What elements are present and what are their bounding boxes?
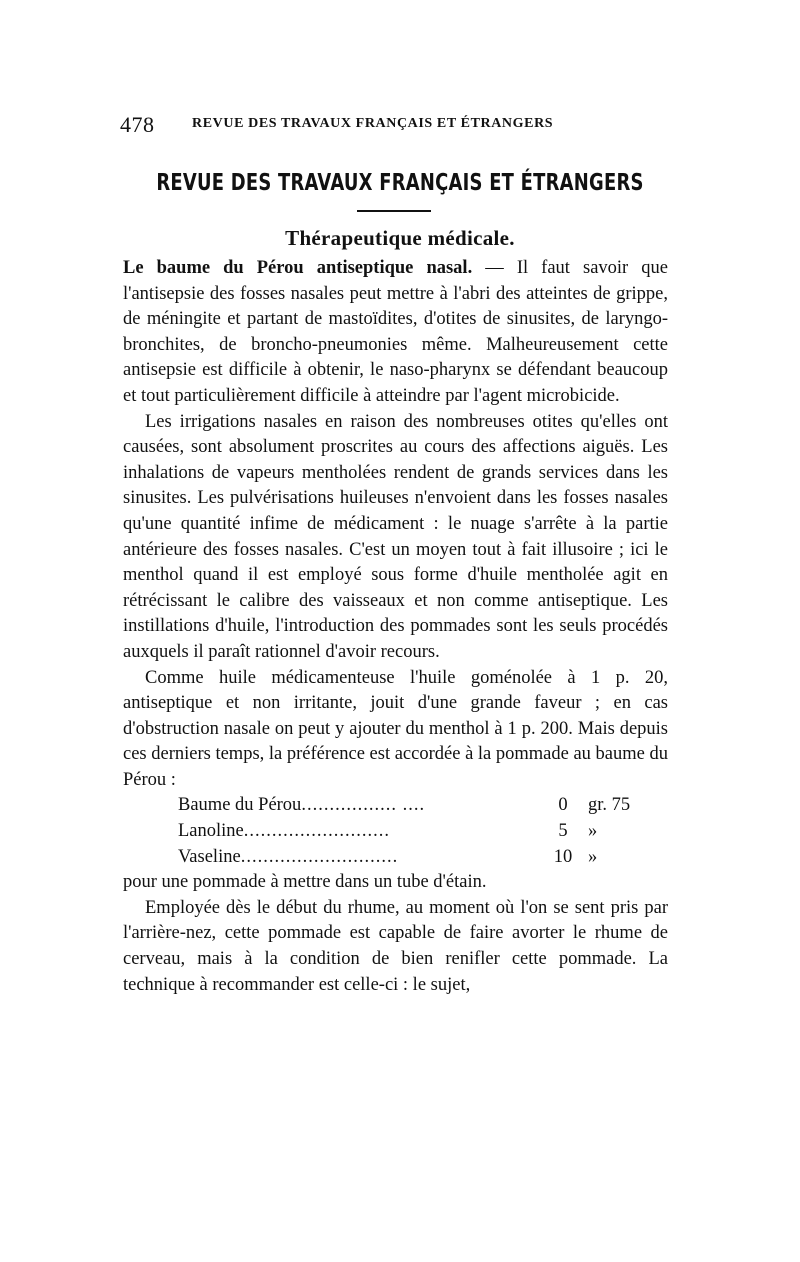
formula-unit: gr. 75 bbox=[588, 795, 631, 816]
heading-divider bbox=[357, 210, 431, 212]
formula-quantity: 0 bbox=[558, 795, 568, 816]
article-lead-title: Le baume du Pérou antiseptique nasal. bbox=[123, 258, 473, 278]
formula-row bbox=[123, 793, 668, 819]
paragraph-3: Comme huile médicamenteuse l'huile goménolée à 1 p. 20, antiseptique et non irritante, jouit d'une grande faveur ; en cas d'obstruction nasale on peut y ajouter du menthol à 1 p. 200. Mais depuis ces derniers temps, la préférence est accordée à la pommade au baume du Pérou : bbox=[123, 667, 668, 790]
formula-ingredient: Lanoline.......................... bbox=[178, 821, 391, 842]
paragraph-2: Les irrigations nasales en raison des nombreuses otites qu'elles ont causées, sont absolument proscrites au cours des affections aiguës. Les inhalations de vapeurs mentholées rendent de grands services dans les sinusites. Les pulvérisations huileuses n'envoient dans les fosses nasales qu'une quantité infime de médicament : le nuage s'arrête à la partie antérieure des fosses nasales. C'est un moyen tout à fait illusoire ; ici le menthol quand il est employé sous forme d'huile mentholée agit en rétrécissant le calibre des vaisseaux et non comme antiseptique. Les instillations d'huile, l'introduction des pommades sont les seuls procédés auxquels il paraît rationnel d'avoir recours. bbox=[123, 411, 668, 662]
article-body bbox=[123, 256, 668, 998]
formula-unit: » bbox=[588, 846, 598, 867]
formula-row bbox=[123, 819, 668, 845]
formula-ingredient: Vaseline............................ bbox=[178, 846, 399, 867]
subheading: Thérapeutique médicale. bbox=[285, 226, 515, 250]
running-title: REVUE DES TRAVAUX FRANÇAIS ET ÉTRANGERS bbox=[192, 116, 554, 131]
after-formula-text: pour une pommade à mettre dans un tube d'étain. bbox=[123, 872, 487, 893]
formula-row bbox=[123, 845, 668, 871]
formula-table bbox=[123, 793, 668, 870]
running-header bbox=[120, 112, 670, 142]
formula-quantity: 5 bbox=[558, 821, 568, 842]
section-heading: REVUE DES TRAVAUX FRANÇAIS ET ÉTRANGERS bbox=[156, 170, 644, 196]
page-number: 478 bbox=[120, 112, 155, 137]
paragraph-1 bbox=[123, 256, 668, 410]
formula-unit: » bbox=[588, 821, 598, 842]
formula-quantity: 10 bbox=[553, 846, 573, 867]
formula-ingredient: Baume du Pérou................. .... bbox=[178, 795, 426, 816]
paragraph-1-text: — Il faut savoir que l'antisepsie des fosses nasales peut mettre à l'abri des atteintes de grippe, de méningite et partant de mastoïdites, d'otites de sinusites, de laryngo-bronchites, de broncho-pneumonies même. Malheureusement cette antisepsie est difficile à obtenir, le naso-pharynx se défendant beaucoup et tout particulièrement difficile à atteindre par l'agent microbicide. bbox=[123, 258, 668, 406]
paragraph-4: Employée dès le début du rhume, au moment où l'on se sent pris par l'arrière-nez, cette pommade est capable de faire avorter le rhume de cerveau, mais à la condition de bien renifler cette pommade. La technique à recommander est celle-ci : le sujet, bbox=[123, 897, 668, 995]
